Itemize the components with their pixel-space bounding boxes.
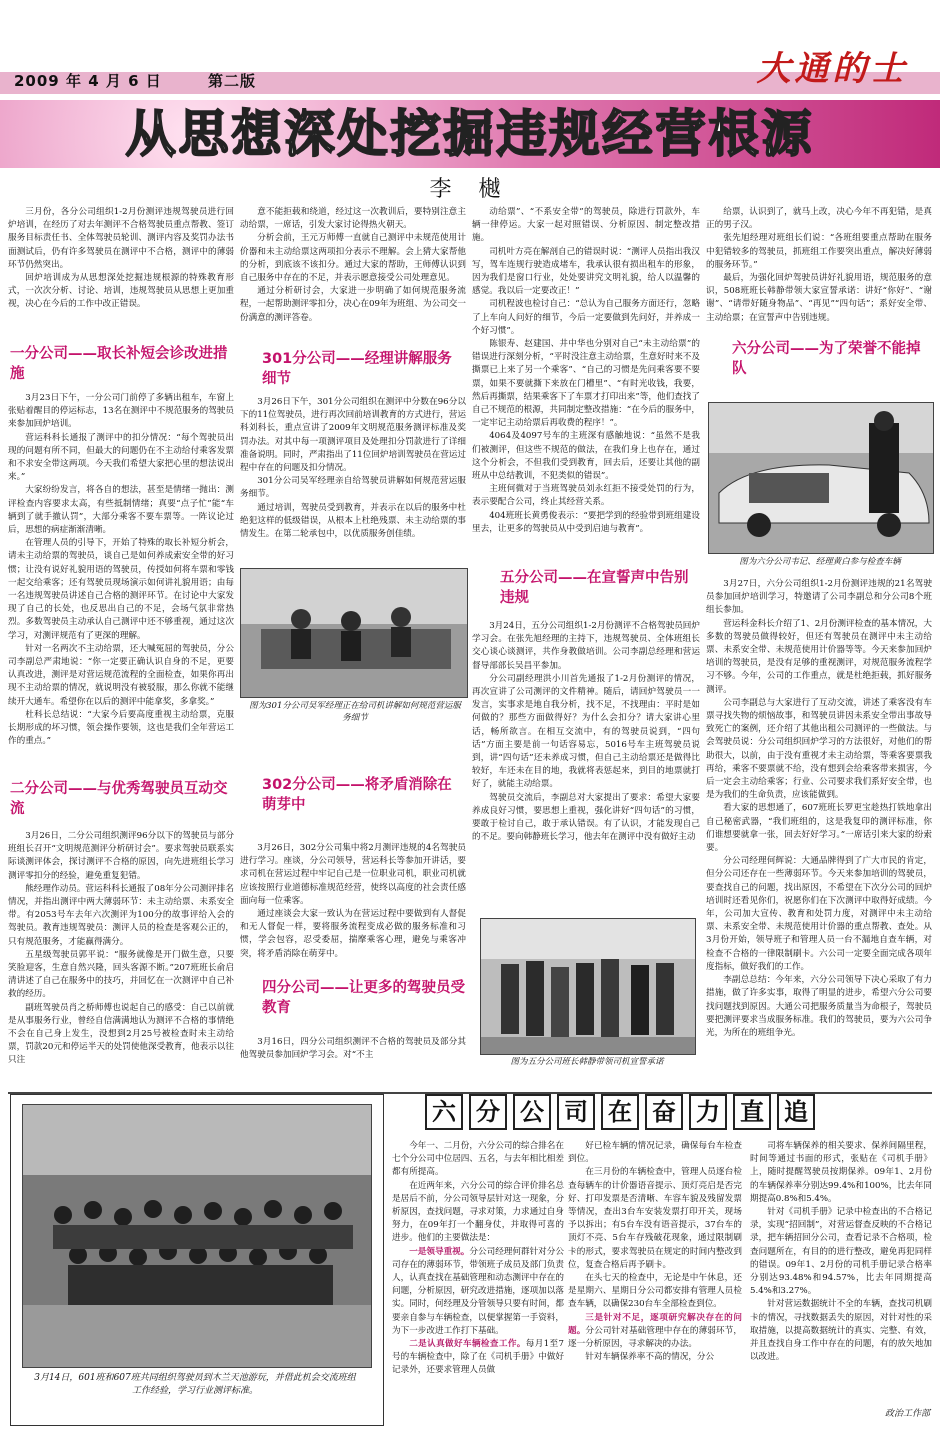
section-heading-3: 301分公司——经理讲解服务细节: [262, 351, 452, 387]
photo-group-outing: [22, 1104, 372, 1368]
article-author: 李 樾: [429, 177, 511, 202]
title-char: 直: [733, 1094, 771, 1130]
title-char: 公: [513, 1094, 551, 1130]
title-char: 六: [425, 1094, 463, 1130]
section-heading-1: 一分公司——取长补短会诊改进措施: [10, 346, 228, 382]
section-heading-4: 302分公司——将矛盾消除在萌芽中: [262, 777, 452, 813]
photo-6th-company-inspection: [708, 402, 934, 554]
title-char: 奋: [645, 1094, 683, 1130]
photo-caption-5th: 图为五分公司班长韩静带领司机宣誓承诺: [510, 1057, 664, 1067]
subarticle-title: [425, 1094, 865, 1130]
col3-section1: 3月24日，五分公司组织1-2月份测评不合格驾驶员回炉学习会。在张先旭经理的主持下，违规驾驶员、全体班组长交心谈心谈测评，共作身教做培训。公司李副总经理和营运督导部部长吴昌平参加。 分公司副经理洪小川首先通报了1-2月份测评的情况，再次宣讲了公司测评的文件精神。随后，请回炉驾驶员一一发言，实事求是地自我分析，找不足，不找理由：平时是如何做的？那些方面做得好？为什么会扣分？请大家讲心里话，畅所欲言。在相互交流中，有的驾驶员说到，“四句话”方面主要是前一句话容易忘，5016号车主班驾驶员说到，讲“四句话”还未养成习惯，但自己主动给票还是做得比较好，车还未在目的地，我就将表惩起来，到目的地票就打好了，就能主动给票。 驾驶员交流后，李副总对大家提出了要求：希望大家要养成良好习惯，要思想上重视，强化讲好“四句话”的习惯，要敢于检讨自己，敢于承认错误。有了认识，才能发现自己的不足。要向韩静班长学习，他去年在测评中没有做好主动: [472, 621, 700, 843]
sub-article-byline: 政治工作部: [884, 1409, 930, 1419]
group-photo-caption: 3月14日，601班和607班共同组织驾驶员到木兰天池游玩，并借此机会交流班组工作经验，学习行业测评标准。: [34, 1373, 356, 1396]
newspaper-logo: 大通的士: [756, 49, 909, 89]
col2-section3: 3月16日，四分公司组织测评不合格的驾驶员及部分其他驾驶员参加回炉学习会。对“不主: [240, 1037, 466, 1061]
lead-point-3: 三是针对不足，逐项研究解决存在的问题。: [568, 1312, 742, 1336]
section-heading-2: 二分公司——与优秀驾驶员互动交流: [10, 781, 228, 817]
col2-section1: 3月26日下午，301分公司组织在测评中分数在96分以下的11位驾驶员，进行再次回前培训教育的方式进行，营运科刘科长，重点宣讲了2009年文明规范服务测评标准及奖罚办法。对其中每一项测评项目及处理扣分罚款进行了详细准备说明。同时，严肃指出了11位回炉培训驾驶员在营运过程中存在的问题及扣分情况。 301分公司吴军经理亲自给驾驶员讲解如何规范营运服务细节。 通过培训，驾驶员受到教育，并表示在以后的服务中杜绝犯这样的低级错误，从根本上杜绝残票、未主动给票的事情发生。在第二轮承包中，以优质服务创佳绩。: [240, 397, 466, 540]
sub-col2: 好已检车辆的情况记录，确保每台车检查到位。 在三月份的车辆检查中，管理人员逐台检查每辆车的计价器语音提示、顶灯亮启是否完好、打印发票是否清晰、车容车貌及残留发票等情况，查出3台车安装发票打印开关，现场予以拆出；有5台车没有语音提示，37台车的顶灯不亮、5台车存残破花现象，通过限制刷卡的形式，要求驾驶员在规定的时间内整改到位，复查合格后再予刷卡。 在头七天的检查中，无论是中午休息，还是星期六、星期日分公司都安排有管理人员检查车辆，以确保230台车全部检查到位。 三是针对不足，逐项研究解决存在的问题。分公司针对基础管理中存在的薄弱环节，逐一分析原因，寻求解决的办法。 针对车辆保养率不高的情况，分公: [568, 1141, 742, 1363]
section-heading-5: 四分公司——让更多的驾驶员受教育: [262, 980, 465, 1016]
photo-5th-company-pledge: [480, 918, 696, 1055]
edition-label: 第二版: [207, 72, 256, 90]
lead-point-2: 二是认真做好车辆检查工作。: [409, 1339, 526, 1350]
col4-top: 给票，认识到了，就马上改，决心今年不再犯错，是真正的男子汉。 张先旭经理对班组长们说：“各班组要重点帮助在服务中犯错较多的驾驶员，抓班组工作要突出重点，解决好薄弱的服务环节。” 最后，为强化回炉驾驶员讲好礼貌用语，规范服务的意识，508班班长韩静带领大家宣誓承诺：讲好“你好”、“谢谢”、“请带好随身物品”、“再见”“四句话”；系好安全带、主动给票；在宣誓声中告别违规。: [706, 207, 932, 323]
section-heading-7: 六分公司——为了荣誉不能掉队: [732, 341, 921, 377]
title-char: 司: [557, 1094, 595, 1130]
title-char: 在: [601, 1094, 639, 1130]
photo-caption-6th: 图为六分公司韦记、经理黄白参与检查车辆: [739, 557, 901, 567]
issue-date: 2009 年 4 月 6 日: [14, 72, 162, 90]
article-title: 从思想深处挖掘违规经营根源: [125, 105, 815, 163]
col2-top: 意不能拒载和绕道，经过这一次教训后，要特别注意主动给票，一席话，引发大家讨论得热火朝天。 分析会前，王元万师傅一直就自己测评中未规范使用计价器和未主动给票这两项扣分表示不理解。会上猜大家帮他的分析，到底该不该扣分。通过大家的帮助，王师傅认识到自己服务中存在的不足，并表示愿意接受公司处理意见。 通过分析研讨会，大家进一步明确了如何规范服务流程，一起帮助测评零扣分，决心在09年为班组、为公司交一份满意的测评答卷。: [240, 207, 466, 323]
col1-intro: 三月份，各分公司组织1-2月份测评违规驾驶员进行回炉培训，在经历了对去年测评不合格驾驶员重点帮教、签订服务目标责任书、全体驾驶员轮训、测评内容及奖罚办法书面测试后，仍有许多驾驶员在测评中不合格，测评中的薄弱环节仍然突出。 回炉培训成为从思想深处挖掘违规根源的特殊教育形式，一次次分析、讨论、培训，违规驾驶员从思想上更加重视，决心在今后的工作中改正错误。: [8, 207, 234, 310]
title-char: 力: [689, 1094, 727, 1130]
title-char: 分: [469, 1094, 507, 1130]
masthead-date-line: [14, 70, 296, 91]
col1-section1: 3月23日下午，一分公司门前停了多辆出租车，车窗上张贴着醒目的停运标志，13名在测评中不规范服务的驾驶员来参加回炉培训。 营运科科长通报了测评中的扣分情况：“每个驾驶员出现的问题有所不同，但最大的问题仍在不主动给付乘客发票和不求安全带这两项。今天我们希望大家把心里的想法说出来。” 大家纷纷发言，将各自的想法，甚至是情绪一抛出：测评检查内容要求太高，有些抵制情绪；真要“点子忙”能“车辆到了就手撤认罚”，大部分乘客不要车票等。一阵议论过后，思想的病症渐渐清晰。 在管理人员的引导下，开始了特殊的取长补短分析会，请未主动给票的驾驶员，谈自己是如何养成索安全带的好习惯；让没有说好礼貌用语的驾驶员，传授如何将车票和零钱一起交给乘客；还有驾驶员现场演示如何讲礼貌用语；由每一名违规驾驶员讲述自己合格的测评环节。在讨论中大家发现了自己的长处，也反思出自己的不足，会场气氛非常热烈。多数驾驶员主动承认自己测评中还不够重视，通过这次学习，对测评规范有了更深的理解。 针对一名两次不主动给票，还大喊冤屈的驾驶员，分公司李副总严肃地说：“你一定要正确认识自身的不足，更要认真改进，测评是对营运规范流程的全面检查，如果你再出现不主动给票的情况，就说明没有被驳服，那么你就不能继续开大通车。希望你在以后的测评中能拿奖，多拿奖。” 杜科长总结说：“大家今后要高度重视主动给票，克服长期形成的坏习惯，领会操作要领，这也是我们全年营运工作的重点。”: [8, 393, 234, 747]
section-heading-6: 五分公司——在宣誓声中告别违规: [500, 570, 689, 606]
col3-top: 动给票”、“不系安全带”的驾驶员，除进行罚款外，车辆一律停运。大家一起对照错误、分析原因、制定整改措施。 司机叶方亮在解剖自己的错误时说：“测评人员指出我汉写，驾车连规行驶造成堵车，我承认很有损出租车的形象，因为我们是窗口行业，处处要讲究文明礼貌，给人以温馨的感觉。我以后一定要改正！” 司机程波也检讨自己：“总认为自己服务方面还行，忽略了上车向人问好的细节，今后一定要做到先问好，并养成一个好习惯”。 陈银寿、赵建国、井中华也分别对自己“未主动给票”的错误进行深刻分析，“平时没注意主动给票，生意好时来不及撕票已上来了另一个乘客”、“自己的习惯是先问乘客要不要票，如果不要就撕下来放在门槽里”、“有时光收钱，我要，然后再撕票，结果乘客下了车票才打印出来”等，他们查找了自己不规范的根源，共同制定整改措施：“在今后的服务中，一定牢记主动给票后再收费的程序！”。 4064及4097号车的主班深有感触地说：“虽然不是我们被测评，但这些不规范的做法，在我们身上也存在，通过这个分析会，不但我们受到教育，回去后，还要让其他的副班从中总结教训，不犯类似的错误”。 主班何微对于当班驾驶员刘永红拒不接受处罚的行为，表示要配合公司，终止其经营关系。 404班班长黄勇俊表示：“要把学到的经验带到班组建设里去，让更多的驾驶员从中受到启迪与教育”。: [472, 207, 700, 534]
col2-section2: 3月26日，302分公司集中将2月测评违规的4名驾驶员进行学习。座谈，分公司领导，营运科长等参加开讲话，要求司机在营运过程中牢记自己是一位职业司机，职业司机就应该按照行业道德标准规范经营，使终以高度的社会责任感面向每一位乘客。 通过座谈会大家一致认为在营运过程中要做到有人督促和无人督促一样，要将服务流程变成必做的服务标准和习惯，学会包容，忍受委屈，揣摩乘客心理，避免与乘客冲突，将矛盾消除在萌芽中。: [240, 843, 466, 959]
lead-point-1: 一是领导重视。: [409, 1246, 470, 1257]
sub-col3: 司将车辆保养的相关要求、保养间隔里程，时间等通过书面的形式，张贴在《司机手册》上，随时提醒驾驶员按期保养。09年1、2月份的车辆保养率分别达99.4%和100%，比去年同期提高0.8%和5.4%。 针对《司机手册》记录中检查出的不合格记录，实现“招回制”，对营运督查反映的不合格记录，把车辆招回分公司，查看记录不合格项，检查问题所在，有目的的进行整改，避免再犯同样的错误。09年1、2月份的司机手册记录合格率分别达93.48%和94.57%，比去年同期提高5.4%和3.27%。 针对营运数据统计不全的车辆，查找司机刷卡的情况，寻找数据丢失的原因，对针对性的采取措施，以提高数据统计的真实、完整、有效，并且查找自身工作中存在的问题，有的放矢地加以改进。: [750, 1141, 932, 1363]
title-char: 追: [777, 1094, 815, 1130]
col1-section2: 3月26日，二分公司组织测评96分以下的驾驶员与部分班组长召开“文明规范测评分析研讨会”。要求驾驶员联系实际谈测评体会，探讨测评不合格的原因，向先进班组长学习测评零扣分的经验，避免重复犯错。 熊经理作动员。营运科科长通报了08年分公司测评排名情况，并指出测评中两大薄弱环节：未主动给票、未系安全带。有2053号车去年六次测评为100分的故事评给入会的驾驶员。教育违规驾驶员：测评人员的检查是客观公正的，只有规范服务，才能赢得满分。 五星级驾驶员郭平说：“服务就像是开门做生意，只要笑脸迎客，生意自然兴隆，回头客源不断。”207班班长俞启清讲述了自己在服务中的技巧，并回忆在一次测评中自己补救的经历。 副班驾驶员肖之桥师傅也说起自己的感受：自己以前就是从事服务行业，曾经自信满满地认为测评不合格的事情绝不会在自己身上发生，没想到2月25号被检查时未主动给票，罚款20元和停运半天的处罚使他深受教育，他表示以往只注: [8, 831, 234, 1066]
sub-col1: 今年一、二月份，六分公司的综合排名在七个分公司中位居四、五名，与去年相比相差都有所提高。 在近两年来，六分公司的综合评价排名总是居后不前，分公司领导层针对这一现象，分析原因，查找问题，寻求对策，力求通过自身努力，在09年打一个翻身仗，并取得可喜的进步。他们的主要做法是： 一是领导重视。分公司经理何群针对分公司存在的薄弱环节，带领班子成员及部门负责人，认真查找在基础管理和动态测评中存在的问题，分析原因，研究改进措施，逐项加以落实。同时，何经理及分管领导只要有时间，都要亲自参与车辆检查，以便掌握第一手资料，为下一步改进工作打下基础。 二是认真做好车辆检查工作。每月1至7号的车辆检查中，除了在《司机手册》中做好记录外，还要求管理人员做: [392, 1141, 564, 1376]
col4-section1: 3月27日，六分公司组织1-2月份测评违规的21名驾驶员参加回炉培训学习，特邀请了公司李副总和分公司8个班组长参加。 营运科金科长介绍了1、2月份测评检查的基本情况，大多数的驾驶员做得较好，但还有驾驶员在测评中未主动给票、未系安全带、未规范使用计价器等等。今天来参加回炉培训的驾驶员，是没有足够的重视测评，对规范服务流程学习不够。今年，公司的工作重点，就是杜绝拒载，抓好服务测评。 公司李副总与大家进行了互动交流，讲述了乘客没有车票寻找失物的烦恼故事，和驾驶员讲因未系安全带出事故导致死亡的案例，还介绍了其他出租公司测评的一些做法。与会驾驶员说：分公司组织回炉学习的方法很好，对他们的帮助很大，以前，由于没有重视才未主动给票，等乘客要票我再给，乘客不要票就不给，没有想到会给乘客带来损害，今后一定会主动给乘客；行业、公司要求我们系好安全带，也是为我们的生命负责，应该能做到。 看大家的思想通了，607班班长罗更宝趁热打铁地拿出自己秘密武器，“我们班组的，这是我复印的测评标准，你们谁想要就拿一张，回去好好学习。”一席话引来大家的纷索要。 分公司经理何辉说：大通品牌得到了广大市民的肯定，但分公司还存在一些薄弱环节。今天来参加培训的驾驶员，要查找自己的问题，找出原因，不希望在下次分公司的回炉培训时还看见你们，祝愿你们在下次测评中取得好成绩。今年，公司加大宣传、教育和处罚力度，对测评中未主动给票、未系安全带、未规范使用计价器的重点帮教、查处。从3月份开始，领导班子和管理人员一台不漏地自查车辆，对检查不合格的一律限制刷卡。六公司一定要全面完成各项年度指标，做好我们的工作。 李副总总结：今年来，六分公司领导下决心采取了有力措施，做了许多实事，取得了明显的进步，希望六分公司要找问题找到原因。大通公司把服务质量当为命根子，驾驶员要把测评要求当成服务标准。我们的驾驶员，要为六公司争光，为所在的班组争光。: [706, 579, 932, 1038]
photo-301-training: [240, 568, 468, 698]
photo-caption-301: 图为301分公司吴军经理正在给司机讲解如何规范营运服务细节: [249, 701, 461, 723]
